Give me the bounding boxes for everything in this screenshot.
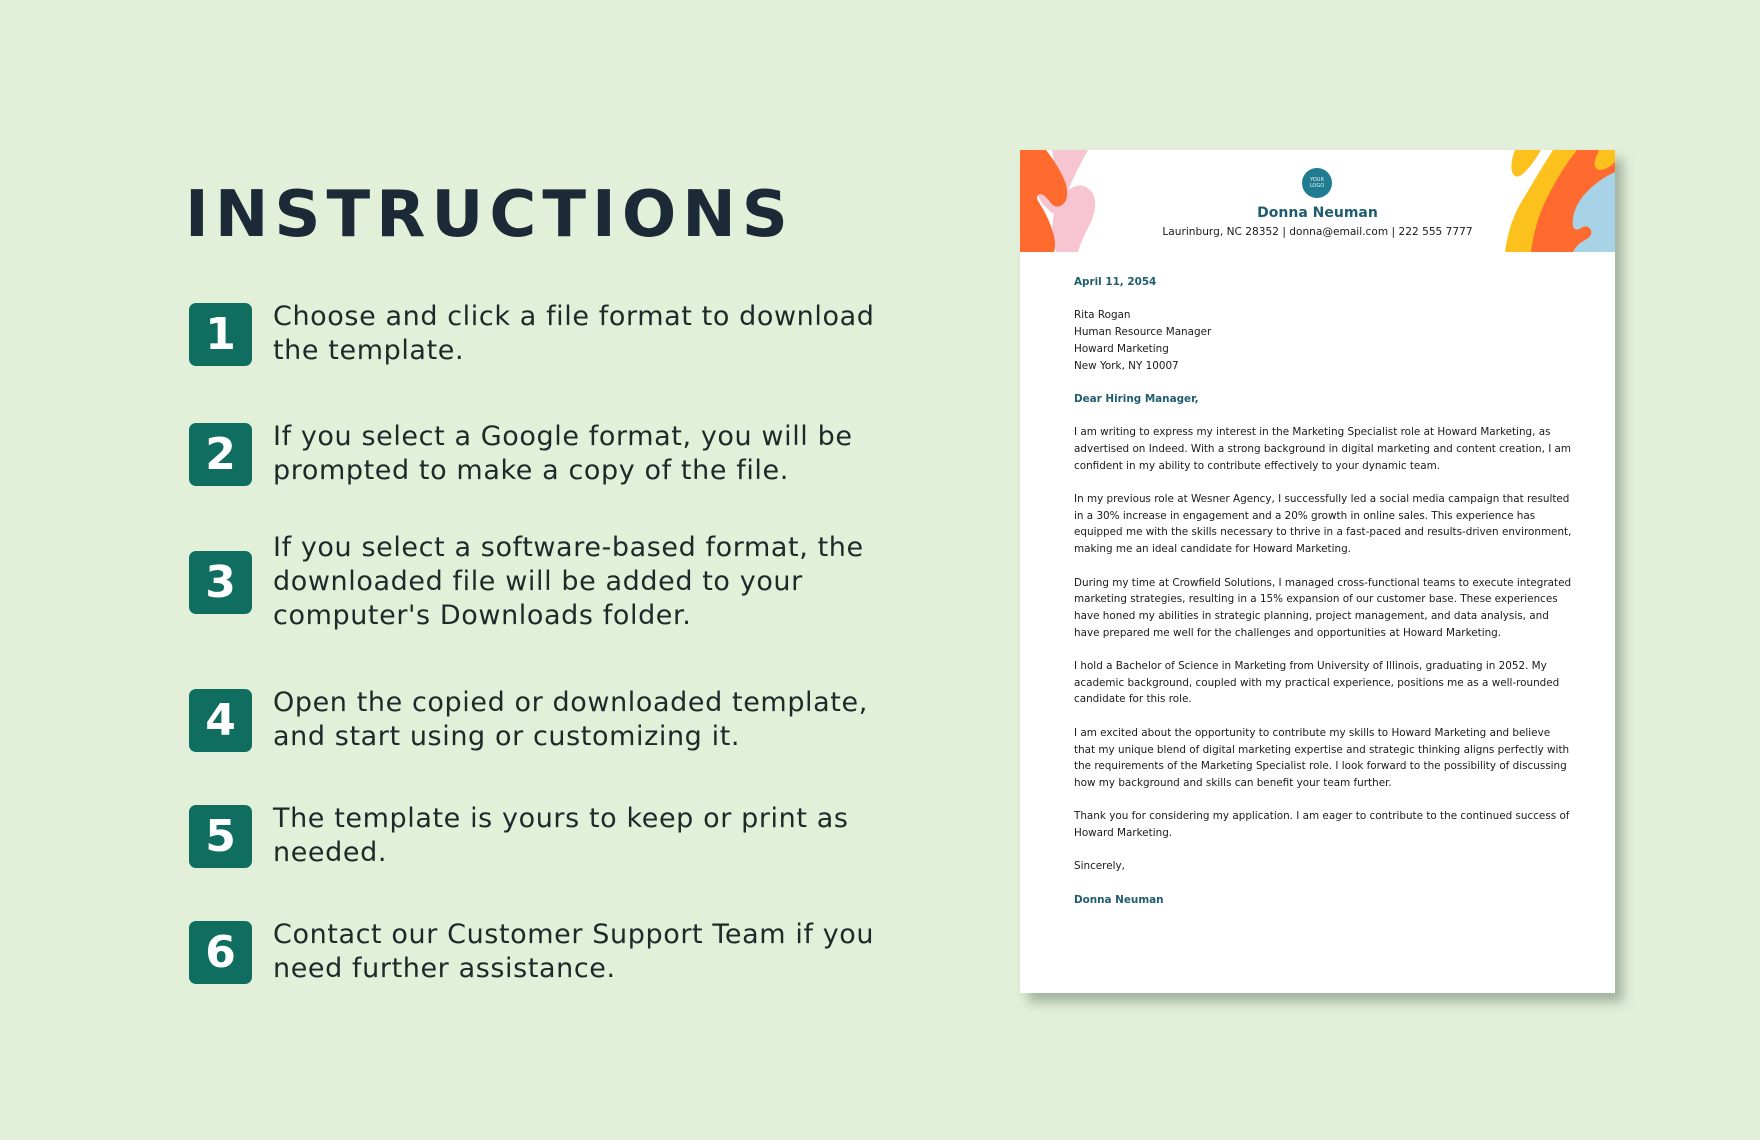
step-text: Contact our Customer Support Team if you need further assistance. (273, 919, 875, 984)
step-number-badge: 5 (189, 805, 252, 868)
sender-contact: Laurinburg, NC 28352 | donna@email.com | 222 555 7777 (1162, 226, 1473, 238)
step-number-badge: 6 (189, 921, 252, 984)
instruction-step-5 (189, 802, 929, 870)
instructions-title: INSTRUCTIONS (185, 178, 794, 252)
body-paragraph: Thank you for considering my application. I am eager to contribute to the continued success of Howard Marketing. (1074, 810, 1570, 840)
step-text: If you select a software-based format, the downloaded file will be added to your computer's Downloads folder. (273, 532, 864, 631)
body-paragraph: During my time at Crowfield Solutions, I managed cross-functional teams to execute integrated marketing strategies, resulting in a 15% expansion of our customer base. These experiences have honed my abilities in strategic planning, project management, and data analysis, and have prepared me well for the challenges and opportunities at Howard Marketing. (1074, 576, 1572, 639)
step-number-badge: 3 (189, 551, 252, 614)
step-text: If you select a Google format, you will be prompted to make a copy of the file. (273, 421, 853, 486)
recipient-company: Howard Marketing (1074, 342, 1169, 355)
body-paragraph: I am excited about the opportunity to contribute my skills to Howard Marketing and believe that my unique blend of digital marketing expertise and strategic thinking aligns perfectly with the requirements of the Marketing Specialist role. I look forward to the possibility of discussing how my background and skills can benefit your team further. (1074, 726, 1570, 789)
instruction-step-3 (189, 531, 929, 633)
step-text: Choose and click a file format to download the template. (273, 301, 875, 366)
signature: Donna Neuman (1074, 893, 1164, 906)
step-text: The template is yours to keep or print as needed. (273, 803, 849, 868)
logo-text-line2: LOGO (1309, 183, 1325, 189)
recipient-name: Rita Rogan (1074, 309, 1131, 322)
company-logo (1302, 168, 1332, 198)
step-number-badge: 4 (189, 689, 252, 752)
logo-text-line1: YOUR (1310, 177, 1324, 183)
instruction-step-6 (189, 918, 929, 986)
instruction-step-1 (189, 300, 929, 368)
instruction-step-2 (189, 420, 929, 488)
recipient-address: New York, NY 10007 (1074, 359, 1179, 372)
recipient-title: Human Resource Manager (1074, 326, 1212, 339)
cover-letter-preview (1020, 150, 1615, 993)
step-number-badge: 1 (189, 303, 252, 366)
step-text: Open the copied or downloaded template, and start using or customizing it. (273, 687, 868, 752)
letter-body (1074, 274, 1574, 925)
body-paragraph: In my previous role at Wesner Agency, I successfully led a social media campaign that resulted in a 30% increase in engagement and a 20% growth in online sales. This experience has equipped me with the skills necessary to thrive in a fast-paced and results-driven environment, making me an ideal candidate for Howard Marketing. (1074, 493, 1572, 556)
salutation: Dear Hiring Manager, (1074, 392, 1199, 405)
body-paragraph: I am writing to express my interest in the Marketing Specialist role at Howard Marketing, as advertised on Indeed. With a strong background in digital marketing and content creation, I am confident in my ability to contribute effectively to your dynamic team. (1074, 426, 1572, 472)
step-number-badge: 2 (189, 423, 252, 486)
instruction-step-4 (189, 686, 929, 754)
body-paragraph: I hold a Bachelor of Science in Marketing from University of Illinois, graduating in 2052. My academic background, coupled with my practical experience, positions me as a well-rounded candidate for this role. (1074, 660, 1560, 706)
letter-date: April 11, 2054 (1074, 276, 1157, 288)
sender-name: Donna Neuman (1257, 205, 1378, 221)
closing: Sincerely, (1074, 860, 1125, 873)
letterhead (1020, 150, 1615, 252)
recipient-block (1074, 307, 1574, 374)
